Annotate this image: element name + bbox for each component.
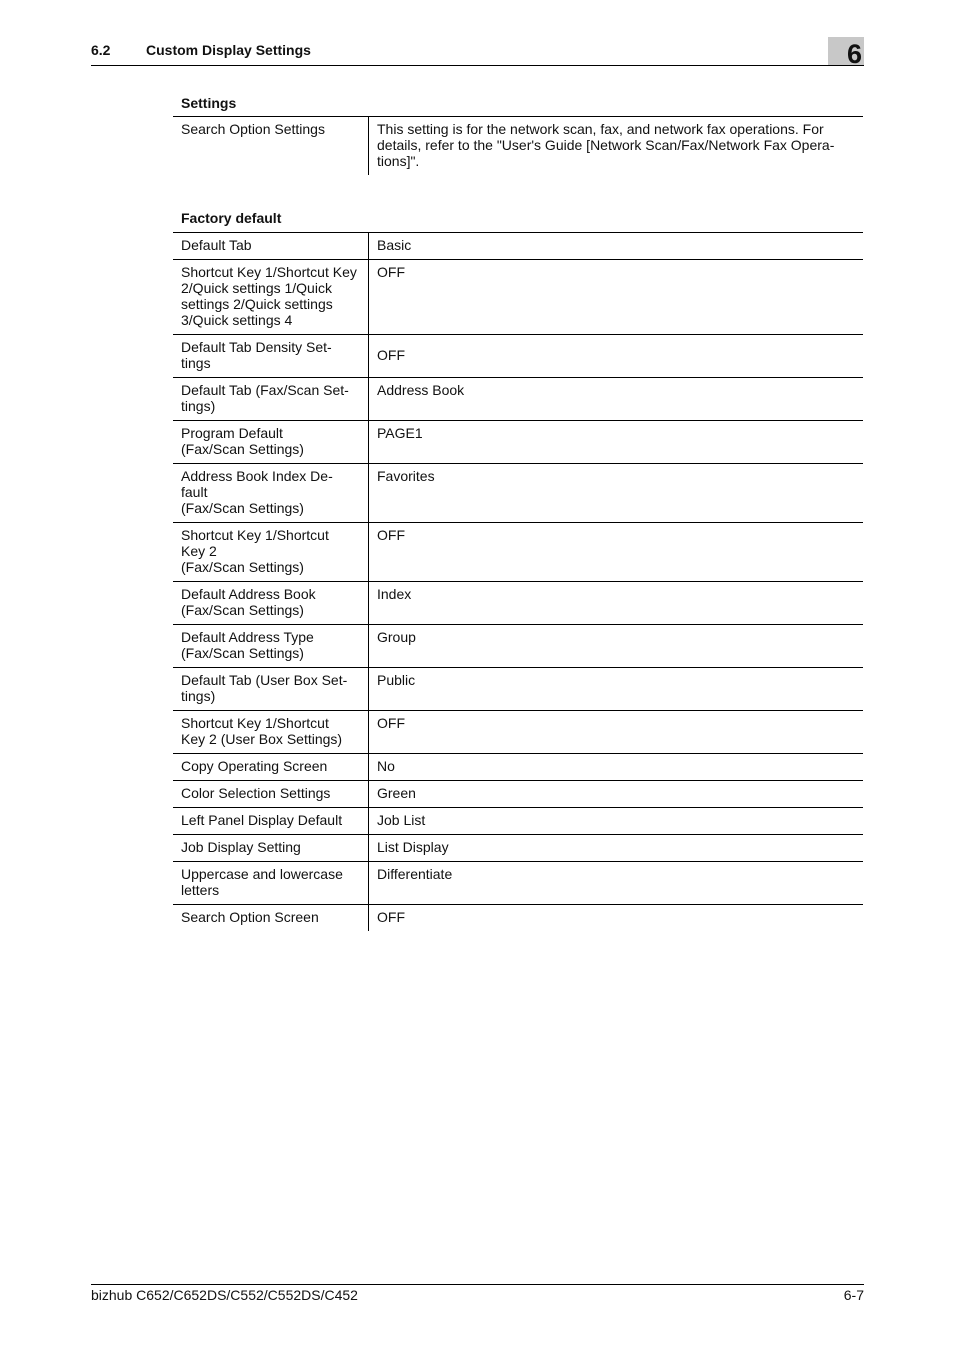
table-row [173, 862, 863, 905]
row-name: Shortcut Key 1/Shortcut Key 2 (Fax/Scan Settings) [173, 523, 369, 582]
table-row [173, 808, 863, 835]
table-row [173, 335, 863, 378]
row-value: List Display [377, 839, 449, 855]
row-value: Favorites [377, 468, 435, 484]
row-value: OFF [377, 909, 405, 925]
page-number: 6-7 [843, 1287, 864, 1303]
row-name: Default Address Book (Fax/Scan Settings) [173, 582, 369, 625]
row-value: Differentiate [377, 866, 453, 882]
chapter-badge: 6 [828, 37, 864, 65]
page-footer [91, 1284, 864, 1303]
row-name: Copy Operating Screen [173, 754, 369, 781]
table-row [173, 117, 863, 176]
table-row [173, 754, 863, 781]
row-name: Left Panel Display Default [173, 808, 369, 835]
table-row [173, 233, 863, 260]
row-name: Uppercase and lowercase letters [173, 862, 369, 905]
row-value: No [377, 758, 395, 774]
row-value: Green [377, 785, 416, 801]
product-name: bizhub C652/C652DS/C552/C552DS/C452 [91, 1287, 358, 1303]
row-value: Index [377, 586, 412, 602]
row-value: OFF [377, 527, 405, 543]
row-value: OFF [377, 347, 405, 363]
row-name: Default Tab Density Set- tings [173, 335, 369, 378]
row-value: OFF [377, 264, 405, 280]
settings-table [173, 116, 863, 175]
row-name: Default Tab (User Box Set- tings) [173, 668, 369, 711]
setting-value: This setting is for the network scan, fax, and network fax operations. For details, refer to the "User's Guide [Network Scan/Fax/Network Fax Opera- tions]". [377, 121, 835, 169]
row-value: OFF [377, 715, 405, 731]
section-number: 6.2 [91, 42, 111, 58]
setting-name: Search Option Settings [173, 117, 369, 176]
row-name: Default Tab (Fax/Scan Set- tings) [173, 378, 369, 421]
section-title: Custom Display Settings [146, 42, 311, 58]
row-name: Shortcut Key 1/Shortcut Key 2/Quick settings 1/Quick settings 2/Quick settings 3/Quick settings 4 [173, 260, 369, 335]
table-row [173, 625, 863, 668]
settings-heading: Settings [181, 95, 237, 111]
row-name: Default Address Type (Fax/Scan Settings) [173, 625, 369, 668]
table-row [173, 781, 863, 808]
table-row [173, 421, 863, 464]
table-row [173, 711, 863, 754]
row-name: Color Selection Settings [173, 781, 369, 808]
factory-default-table [173, 232, 863, 931]
row-value: Basic [377, 237, 412, 253]
table-row [173, 668, 863, 711]
row-value: PAGE1 [377, 425, 423, 441]
row-name: Program Default (Fax/Scan Settings) [173, 421, 369, 464]
row-name: Job Display Setting [173, 835, 369, 862]
table-row [173, 523, 863, 582]
table-row [173, 835, 863, 862]
factory-default-heading: Factory default [181, 210, 282, 226]
row-name: Search Option Screen [173, 905, 369, 932]
table-row [173, 905, 863, 932]
row-value: Public [377, 672, 416, 688]
table-row [173, 260, 863, 335]
row-name: Address Book Index De- fault (Fax/Scan Settings) [173, 464, 369, 523]
row-value: Address Book [377, 382, 465, 398]
row-name: Shortcut Key 1/Shortcut Key 2 (User Box Settings) [173, 711, 369, 754]
table-row [173, 464, 863, 523]
row-name: Default Tab [173, 233, 369, 260]
page-header [91, 41, 864, 66]
row-value: Group [377, 629, 416, 645]
table-row [173, 582, 863, 625]
row-value: Job List [377, 812, 426, 828]
table-row [173, 378, 863, 421]
